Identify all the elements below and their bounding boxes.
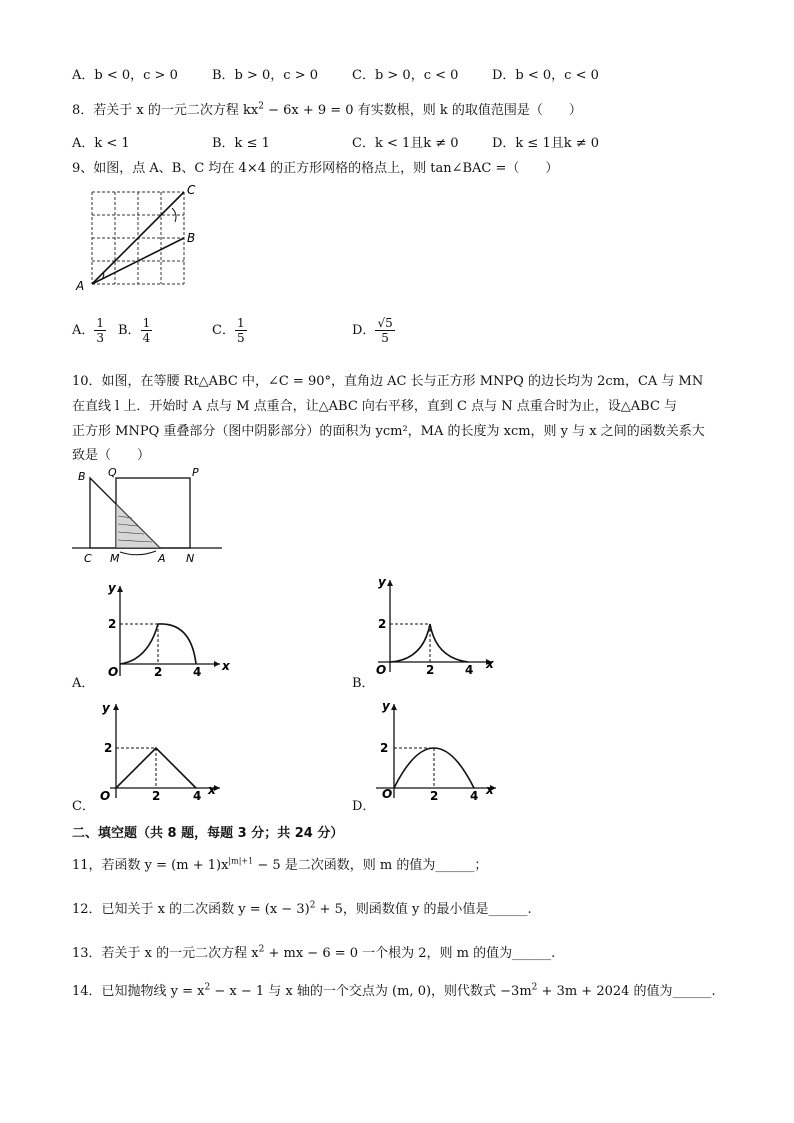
origin: O	[100, 789, 111, 803]
fig-label-m: M	[110, 552, 120, 565]
axis-x: x	[222, 659, 230, 673]
q9-option-a: A． $\frac{1}{3}$	[72, 316, 105, 345]
q10-graph-b	[368, 572, 498, 678]
q12: 12．已知关于 x 的二次函数 $y = (x - 3)^2 + 5$，则函数值 y 的最小值是______.	[72, 900, 532, 917]
q10-option-b-label: B．	[352, 676, 375, 691]
tick-2: 2	[430, 789, 439, 803]
q8-stem: 8．若关于 x 的一元二次方程 $kx^2 - 6x + 9 = 0$ 有实数根，则 k 的取值范围是（ ）	[72, 101, 582, 118]
q10-line1: 10．如图，在等腰 Rt△ABC 中，∠C = 90°，直角边 AC 长与正方形 MNPQ 的边长均为 2cm，CA 与 MN	[72, 374, 704, 389]
tick-y2: 2	[378, 617, 387, 631]
axis-y: y	[102, 701, 110, 715]
tick-2: 2	[154, 665, 163, 679]
fig-label-q: Q	[108, 466, 117, 479]
q10-graph-d	[372, 698, 502, 802]
label-a: A	[76, 279, 85, 293]
q10-option-c-label: C．	[72, 799, 95, 814]
axis-y: y	[382, 699, 390, 713]
q8-option-b: B．k ≤ 1	[212, 136, 270, 151]
section-title-fill-blank: 二、填空题（共 8 题，每题 3 分；共 24 分）	[72, 826, 344, 841]
q8-option-d: D．k ≤ 1且k ≠ 0	[492, 136, 600, 151]
q10-figure	[72, 466, 232, 566]
q10-line3: 正方形 MNPQ 重叠部分（图中阴影部分）的面积为 ycm²，MA 的长度为 xcm，则 y 与 x 之间的函数关系大	[72, 424, 705, 439]
axis-x: x	[208, 783, 216, 797]
label-b: B	[187, 231, 196, 245]
q7-option-d: D．b < 0，c < 0	[492, 68, 599, 83]
segment-ac	[92, 192, 184, 284]
q11: 11，若函数 $y = (m + 1)x^{|m|+1} - 5$ 是二次函数，则 m 的值为______；	[72, 856, 488, 873]
fig-label-c: C	[84, 552, 92, 565]
q9-option-c: C． $\frac{1}{5}$	[212, 316, 245, 345]
tick-4: 4	[465, 663, 474, 677]
tick-4: 4	[470, 789, 479, 803]
fig-label-n: N	[186, 552, 195, 565]
q9-stem: 9、如图，点 A、B、C 均在 4×4 的正方形网格的格点上，则 tan∠BAC =（ ）	[72, 161, 559, 176]
label-c: C	[187, 183, 196, 197]
q7-option-b: B．b > 0，c > 0	[212, 68, 319, 83]
q14: 14．已知抛物线 $y = x^2 - x - 1$ 与 x 轴的一个交点为 (m, 0)，则代数式 $-3m^2 + 3m + 2024$ 的值为______.	[72, 982, 716, 999]
tick-y2: 2	[108, 617, 117, 631]
q13: 13．若关于 x 的一元二次方程 $x^2$ + mx − 6 = 0 一个根为 2，则 m 的值为______.	[72, 944, 556, 961]
axis-y: y	[108, 581, 116, 595]
q7-option-c: C．b > 0，c < 0	[352, 68, 459, 83]
q9-grid-figure	[72, 180, 212, 295]
axis-x: x	[486, 657, 494, 671]
q10-graph-a	[96, 578, 230, 679]
q10-option-d-label: D．	[352, 799, 376, 814]
q10-line2: 在直线 l 上．开始时 A 点与 M 点重合，让△ABC 向右平移，直到 C 点与 N 点重合时为止，设△ABC 与	[72, 399, 678, 414]
axis-y: y	[378, 575, 386, 589]
axis-x: x	[486, 783, 494, 797]
q8-option-c: C．k < 1且k ≠ 0	[352, 136, 459, 151]
q10-graph-c	[96, 698, 226, 802]
tick-2: 2	[152, 789, 161, 803]
fig-label-p: P	[192, 466, 199, 479]
q10-line4: 致是（ ）	[72, 448, 151, 463]
q9-option-b: B． $\frac{1}{4}$	[118, 316, 151, 345]
q10-option-a-label: A．	[72, 676, 95, 691]
tick-y2: 2	[104, 741, 113, 755]
origin: O	[108, 665, 119, 679]
q7-option-a: A．b < 0，c > 0	[72, 68, 178, 83]
tick-4: 4	[193, 665, 202, 679]
fig-label-a: A	[158, 552, 166, 565]
origin: O	[382, 787, 393, 801]
tick-4: 4	[193, 789, 202, 803]
fig-label-b: B	[78, 470, 86, 483]
q9-option-d: D． $\frac{√5}{5}$	[352, 316, 393, 345]
q8-option-a: A．k < 1	[72, 136, 130, 151]
origin: O	[376, 663, 387, 677]
tick-y2: 2	[380, 741, 389, 755]
tick-2: 2	[426, 663, 435, 677]
